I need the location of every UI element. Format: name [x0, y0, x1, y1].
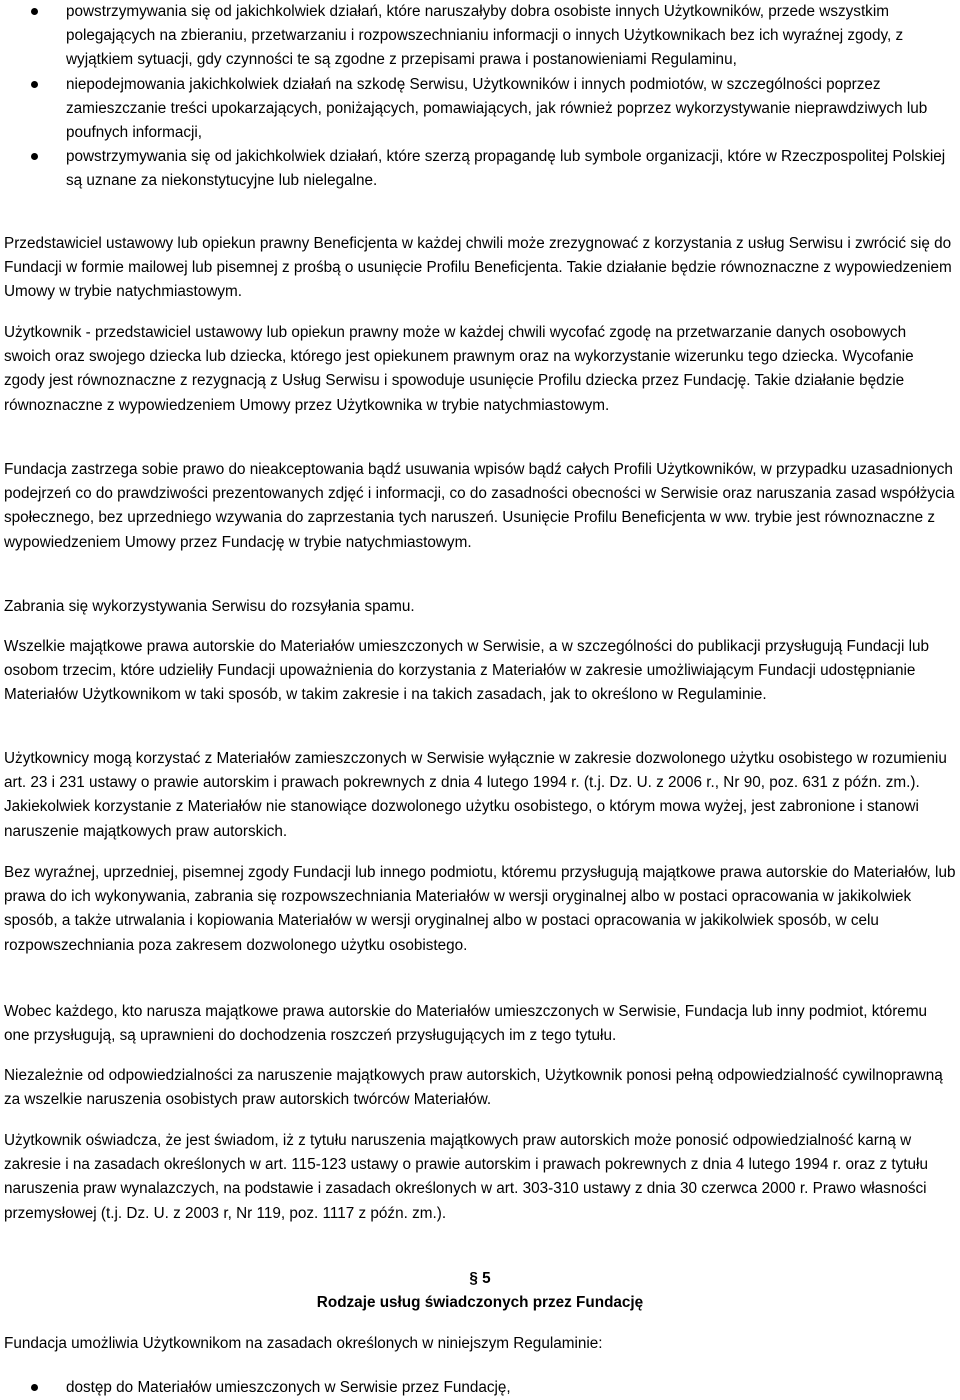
paragraph: Użytkownik - przedstawiciel ustawowy lub opiekun prawny może w każdej chwili wycofać zgodę na przetwarzanie danych osobowych swoich oraz swojego dziecka lub dziecka, którego jest opiekunem prawnym oraz na wykorzystanie wizerunku tego dziecka. Wycofanie zgody jest równoznaczne z rezygnacją z Usług Serwisu i spowoduje usunięcie Profilu dziecka przez Fundację. Takie działanie będzie równoznaczne z wypowiedzeniem Umowy przez Użytkownika w trybie natychmiastowym.	[4, 324, 914, 414]
section-intro: Fundacja umożliwia Użytkownikom na zasadach określonych w niniejszym Regulaminie:	[4, 1335, 603, 1352]
list-item	[0, 1376, 960, 1400]
paragraph: Użytkownicy mogą korzystać z Materiałów zamieszczonych w Serwisie wyłącznie w zakresie dozwolonego użytku osobistego w rozumieniu art. 23 i 231 ustawy o prawie autorskim i prawach pokrewnych z dnia 4 lutego 1994 r. (t.j. Dz. U. z 2006 r., Nr 90, poz. 631 z późn. zm.). Jakiekolwiek korzystanie z Materiałów nie stanowiące dozwolonego użytku osobistego, o którym mowa wyżej, jest zabronione i stanowi naruszenie majątkowych praw autorskich.	[4, 750, 947, 840]
paragraph: Zabrania się wykorzystywania Serwisu do rozsyłania spamu.	[4, 598, 415, 615]
list-item	[0, 0, 960, 73]
bullet-icon	[31, 81, 38, 88]
services-list	[0, 1376, 960, 1400]
list-item-text: niepodejmowania jakichkolwiek działań na szkodę Serwisu, Użytkowników i innych podmiotów, w szczególności poprzez zamieszczanie treści upokarzających, poniżających, pomawiających, jak również poprzez wykorzystywanie nieprawdziwych lub poufnych informacji,	[66, 75, 928, 142]
obligations-list	[0, 0, 960, 194]
paragraph: Użytkownik oświadcza, że jest świadom, iż z tytułu naruszenia majątkowych praw autorskich może ponosić odpowiedzialność karną w zakresie i na zasadach określonych w art. 115-123 ustawy o prawie autorskim i prawach pokrewnych z dnia 4 lutego 1994 r. oraz z tytułu naruszenia praw wynalazczych, na podstawie i zasadach określonych w art. 303-310 ustawy z dnia 30 czerwca 2000 r. Prawo własności przemysłowej (t.j. Dz. U. z 2003 r, Nr 119, poz. 1117 z późn. zm.).	[4, 1132, 928, 1222]
paragraph: Wszelkie majątkowe prawa autorskie do Materiałów umieszczonych w Serwisie, a w szczególności do publikacji przysługują Fundacji lub osobom trzecim, które udzieliły Fundacji upoważnienia do korzystania z Materiałów w zakresie umożliwiającym Fundacji udostępnianie Materiałów Użytkownikom w taki sposób, w takim zakresie i na takich zasadach, jak to określono w Regulaminie.	[4, 638, 930, 704]
paragraph: Przedstawiciel ustawowy lub opiekun prawny Beneficjenta w każdej chwili może zrezygnować z korzystania z usług Serwisu i zwrócić się do Fundacji w formie mailowej lub pisemnej z prośbą o usunięcie Profilu Beneficjenta. Takie działanie będzie równoznaczne z wypowiedzeniem Umowy w trybie natychmiastowym.	[4, 235, 952, 301]
paragraph: Wobec każdego, kto narusza majątkowe prawa autorskie do Materiałów umieszczonych w Serwisie, Fundacja lub inny podmiot, któremu one przysługują, są uprawnieni do dochodzenia roszczeń przysługujących im z tego tytułu.	[4, 1003, 928, 1045]
paragraph: Fundacja zastrzega sobie prawo do nieakceptowania bądź usuwania wpisów bądź całych Profili Użytkowników, w przypadku uzasadnionych podejrzeń co do prawdziwości prezentowanych zdjęć i informacji, co do zasadności obecności w Serwisie oraz naruszania zasad współżycia społecznego, bez uprzedniego wzywania do zaprzestania tych naruszeń. Usunięcie Profilu Beneficjenta w ww. trybie jest równoznaczne z wypowiedzeniem Umowy przez Fundację w trybie natychmiastowym.	[4, 461, 955, 551]
list-item-text: dostęp do Materiałów umieszczonych w Serwisie przez Fundację,	[66, 1379, 511, 1396]
bullet-icon	[31, 153, 38, 160]
list-item-text: powstrzymywania się od jakichkolwiek działań, które naruszałyby dobra osobiste innych Użytkowników, przede wszystkim polegających na zbieraniu, przetwarzaniu i rozpowszechnianiu informacji o innych Użytkownikach bez ich wyraźnej zgody, z wyjątkiem sytuacji, gdy czynności te są zgodne z przepisami prawa i postanowieniami Regulaminu,	[66, 3, 904, 69]
list-item-text: powstrzymywania się od jakichkolwiek działań, które szerzą propagandę lub symbole organizacji, które w Rzeczpospolitej Polskiej są uznane za niekonstytucyjne lub nielegalne.	[66, 148, 946, 190]
section-title: Rodzaje usług świadczonych przez Fundację	[316, 1294, 644, 1311]
bullet-icon	[31, 8, 38, 15]
paragraph: Niezależnie od odpowiedzialności za naruszenie majątkowych praw autorskich, Użytkownik ponosi pełną odpowiedzialność cywilnoprawną za wszelkie naruszenia osobistych praw autorskich twórców Materiałów.	[4, 1067, 943, 1109]
paragraph: Bez wyraźnej, uprzedniej, pisemnej zgody Fundacji lub innego podmiotu, któremu przysługują majątkowe prawa autorskie do Materiałów, lub prawa do ich wykonywania, zabrania się rozpowszechniania Materiałów w wersji oryginalnej albo w postaci opracowania w jakikolwiek sposób, a także utrwalania i kopiowania Materiałów w wersji oryginalnej albo w postaci opracowania w jakikolwiek sposób, w celu rozpowszechniania poza zakresem dozwolonego użytku osobistego.	[4, 864, 956, 954]
list-item	[0, 73, 960, 146]
bullet-icon	[31, 1384, 38, 1391]
section-number: § 5	[469, 1270, 491, 1287]
list-item	[0, 145, 960, 193]
